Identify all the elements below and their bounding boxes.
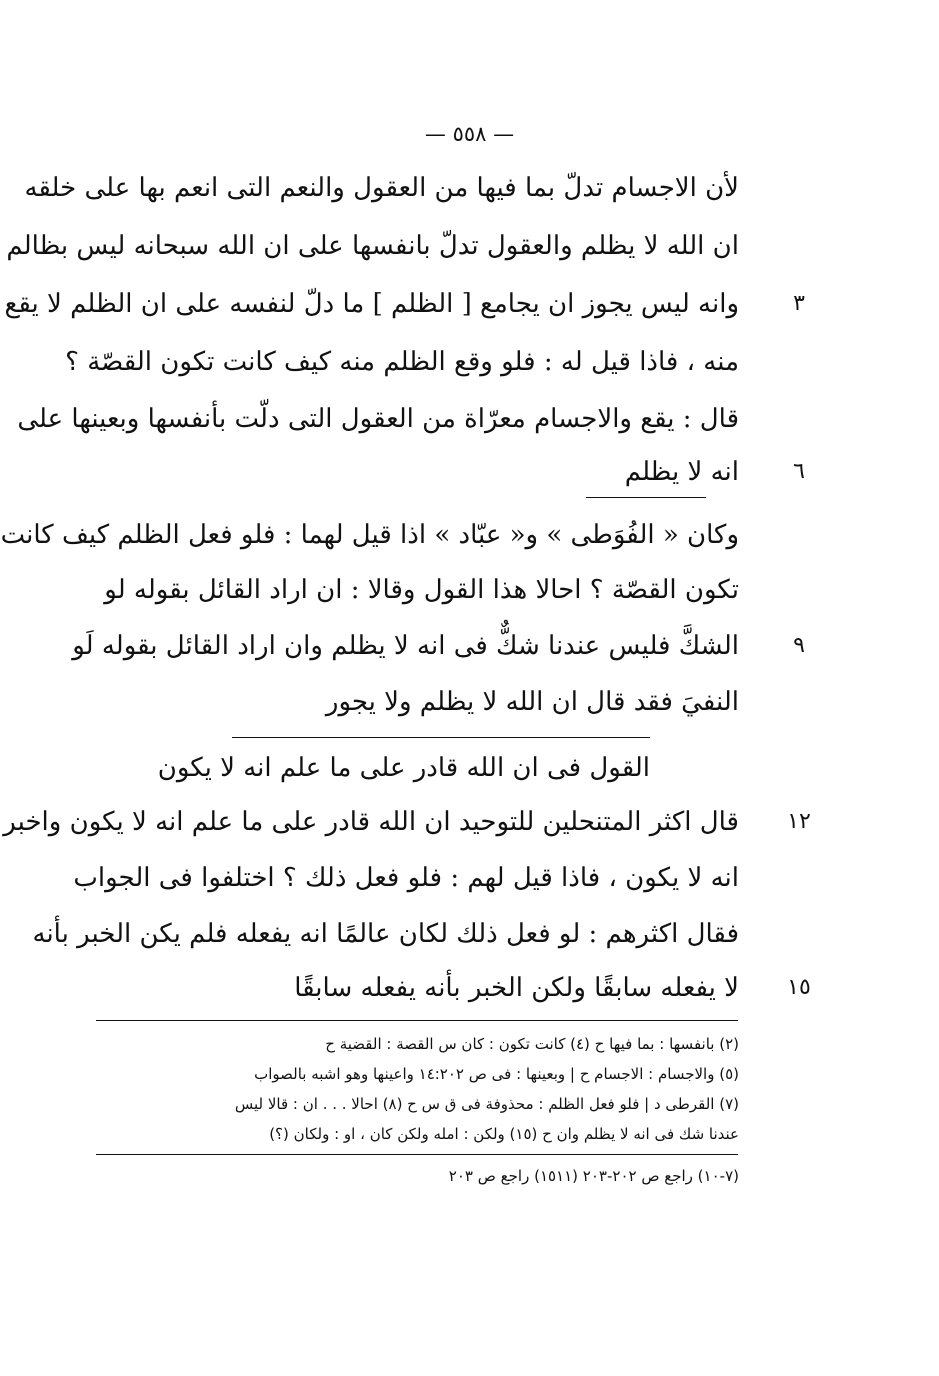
- text-line: وكان « الفُوَطى » و« عبّاد » اذا قيل لهما : فلو فعل الظلم كيف كانت: [0, 520, 739, 550]
- reference-rule: [96, 1154, 738, 1155]
- text-line: لا يفعله سابقًا ولكن الخبر بأنه يفعله سابقًا: [294, 973, 739, 1003]
- line-number: ١٢: [787, 809, 811, 834]
- line-number: ١٥: [787, 975, 811, 1000]
- line-number: ٣: [793, 291, 805, 316]
- text-line: تكون القصّة ؟ احالا هذا القول وقالا : ان اراد القائل بقوله لو: [104, 575, 739, 605]
- text-line: لأن الاجسام تدلّ بما فيها من العقول والنعم التى انعم بها على خلقه: [24, 173, 739, 203]
- page-number: — ٥٥٨ —: [424, 122, 515, 146]
- section-heading: القول فى ان الله قادر على ما علم انه لا يكون: [157, 753, 650, 783]
- section-rule: [586, 497, 706, 498]
- text-line: وانه ليس يجوز ان يجامع [ الظلم ] ما دلّ لنفسه على ان الظلم لا يقع: [4, 289, 739, 319]
- text-line: النفيَ فقد قال ان الله لا يظلم ولا يجور: [325, 687, 739, 717]
- footnote-line: عندنا شك فى انه لا يظلم وان ح (١٥) ولكن : امله ولكن كان ، او : ولكان (؟): [269, 1125, 739, 1143]
- heading-rule: [232, 737, 650, 738]
- footnote-line: (٧) القرطى د | فلو فعل الظلم : محذوفة فى ق س ح (٨) احالا . . . ان : قالا ليس: [234, 1095, 739, 1113]
- reference-line: (٧-١٠) راجع ص ٢٠٢-٢٠٣ (١٥١١) راجع ص ٢٠٣: [448, 1167, 739, 1185]
- line-number: ٩: [793, 633, 805, 658]
- text-line: قال : يقع والاجسام معرّاة من العقول التى دلّت بأنفسها وبعينها على: [17, 404, 739, 434]
- text-line: ان الله لا يظلم والعقول تدلّ بانفسها على ان الله سبحانه ليس بظالم: [6, 231, 739, 261]
- footnote-rule: [96, 1020, 738, 1021]
- text-line: انه لا يكون ، فاذا قيل لهم : فلو فعل ذلك ؟ اختلفوا فى الجواب: [73, 863, 739, 893]
- line-number: ٦: [793, 459, 805, 484]
- text-line: الشكَّ فليس عندنا شكٌّ فى انه لا يظلم وان اراد القائل بقوله لَو: [72, 631, 739, 661]
- footnote-line: (٥) والاجسام : الاجسام ح | وبعينها : فى ص ١٤:٢٠٢ واعينها وهو اشبه بالصواب: [254, 1065, 739, 1083]
- text-line: قال اكثر المتنحلين للتوحيد ان الله قادر على ما علم انه لا يكون واخبر: [3, 807, 739, 837]
- footnote-line: (٢) بانفسها : بما فيها ح (٤) كانت تكون : كان س القصة : القضية ح: [325, 1035, 739, 1053]
- text-line: منه ، فاذا قيل له : فلو وقع الظلم منه كيف كانت تكون القصّة ؟: [65, 347, 739, 377]
- text-line: فقال اكثرهم : لو فعل ذلك لكان عالمًا انه يفعله فلم يكن الخبر بأنه: [32, 919, 739, 949]
- text-line: انه لا يظلم: [624, 457, 739, 487]
